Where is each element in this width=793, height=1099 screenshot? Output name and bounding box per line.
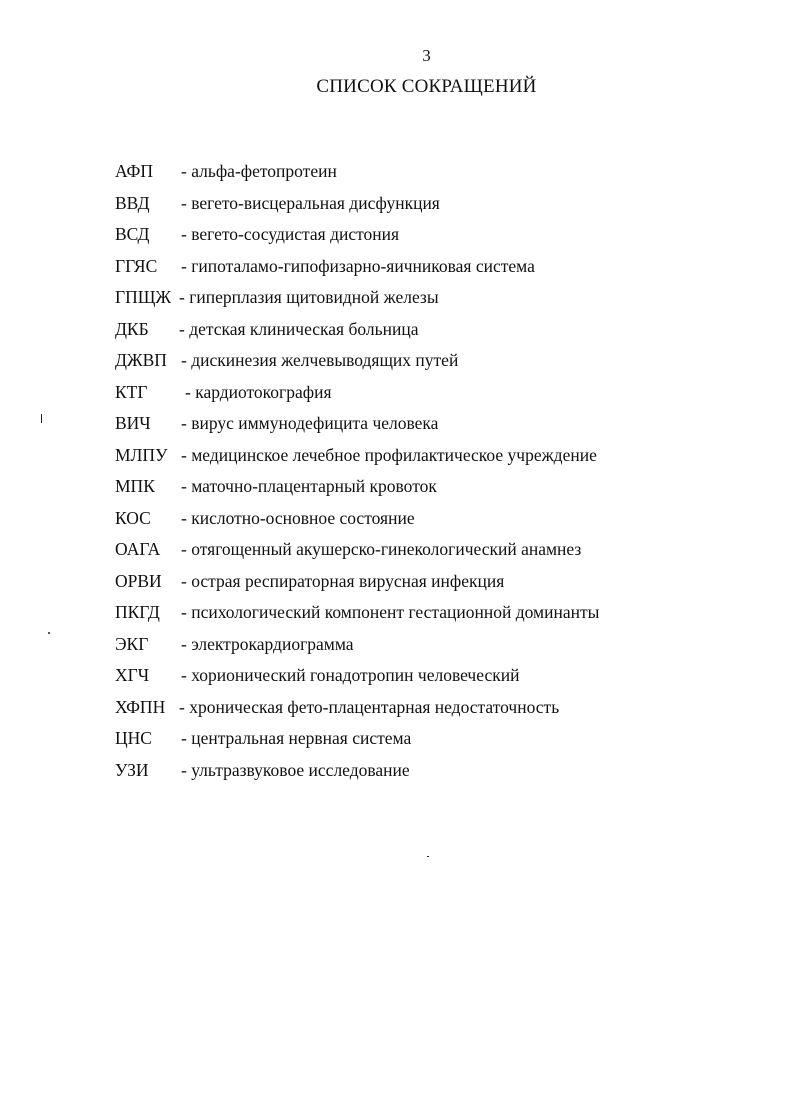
abbreviation-definition: - дискинезия желчевыводящих путей	[181, 350, 459, 370]
abbreviation-list	[115, 159, 675, 789]
abbreviation-definition: - альфа-фетопротеин	[181, 161, 337, 181]
abbreviation-term: ДКБ	[115, 318, 149, 339]
abbreviation-row	[115, 254, 675, 286]
abbreviation-row	[115, 537, 675, 569]
abbreviation-term: ОРВИ	[115, 570, 162, 591]
abbreviation-row	[115, 222, 675, 254]
abbreviation-definition: - отягощенный акушерско-гинекологический анамнез	[181, 539, 582, 559]
abbreviation-definition: - хроническая фето-плацентарная недостаточность	[179, 696, 560, 717]
abbreviation-definition: - острая респираторная вирусная инфекция	[181, 570, 505, 591]
abbreviation-definition: - детская клиническая больница	[179, 318, 419, 339]
abbreviation-definition: - кардиотокография	[185, 381, 332, 402]
abbreviation-row	[115, 600, 675, 632]
abbreviation-row	[115, 695, 675, 727]
abbreviation-term: ВИЧ	[115, 413, 151, 433]
abbreviation-term: ПКГД	[115, 602, 160, 622]
abbreviation-row	[115, 191, 675, 223]
abbreviation-row	[115, 506, 675, 538]
abbreviation-row	[115, 726, 675, 758]
abbreviation-term: АФП	[115, 161, 153, 181]
abbreviation-term: МЛПУ	[115, 444, 168, 465]
abbreviation-term: ЦНС	[115, 728, 152, 748]
abbreviation-term: КТГ	[115, 381, 148, 402]
abbreviation-definition: - психологический компонент гестационной доминанты	[181, 602, 600, 622]
abbreviation-row	[115, 411, 675, 443]
abbreviation-term: ЭКГ	[115, 633, 149, 654]
abbreviation-definition: - вегето-сосудистая дистония	[181, 224, 400, 244]
abbreviation-definition: - электрокардиограмма	[181, 633, 354, 654]
abbreviation-definition: - центральная нервная система	[181, 728, 412, 748]
abbreviation-row	[115, 317, 675, 349]
abbreviation-term: ВСД	[115, 224, 150, 244]
abbreviation-definition: - вегето-висцеральная дисфункция	[181, 192, 440, 213]
abbreviation-term: ХГЧ	[115, 665, 150, 685]
abbreviation-definition: - кислотно-основное состояние	[181, 507, 415, 528]
abbreviation-definition: - вирус иммунодефицита человека	[181, 413, 439, 433]
abbreviation-definition: - маточно-плацентарный кровоток	[181, 476, 437, 496]
abbreviation-definition: - гиперплазия щитовидной железы	[179, 287, 439, 307]
abbreviation-row	[115, 663, 675, 695]
abbreviation-definition: - хорионический гонадотропин человеческий	[181, 665, 520, 685]
abbreviation-term: УЗИ	[115, 759, 149, 780]
abbreviation-row	[115, 632, 675, 664]
abbreviation-term: ГГЯС	[115, 255, 158, 276]
abbreviation-row	[115, 758, 675, 790]
abbreviation-row	[115, 380, 675, 412]
scan-artifact	[41, 414, 42, 423]
abbreviation-row	[115, 348, 675, 380]
scan-artifact	[427, 856, 429, 857]
abbreviation-row	[115, 569, 675, 601]
abbreviation-definition: - ультразвуковое исследование	[181, 759, 410, 780]
abbreviation-definition: - гипоталамо-гипофизарно-яичниковая система	[181, 255, 535, 276]
page-number: 3	[422, 46, 431, 65]
abbreviation-term: КОС	[115, 507, 151, 528]
abbreviation-term: ВВД	[115, 192, 150, 213]
abbreviation-term: ОАГА	[115, 539, 161, 559]
page-title: СПИСОК СОКРАЩЕНИЙ	[316, 76, 537, 97]
abbreviation-term: ДЖВП	[115, 350, 167, 370]
scan-artifact	[48, 632, 50, 634]
abbreviation-term: МПК	[115, 476, 155, 496]
abbreviation-row	[115, 159, 675, 191]
abbreviation-term: ГПЩЖ	[115, 287, 172, 307]
abbreviation-row	[115, 443, 675, 475]
abbreviation-row	[115, 474, 675, 506]
abbreviation-term: ХФПН	[115, 696, 166, 717]
abbreviation-row	[115, 285, 675, 317]
abbreviation-definition: - медицинское лечебное профилактическое учреждение	[181, 444, 597, 465]
